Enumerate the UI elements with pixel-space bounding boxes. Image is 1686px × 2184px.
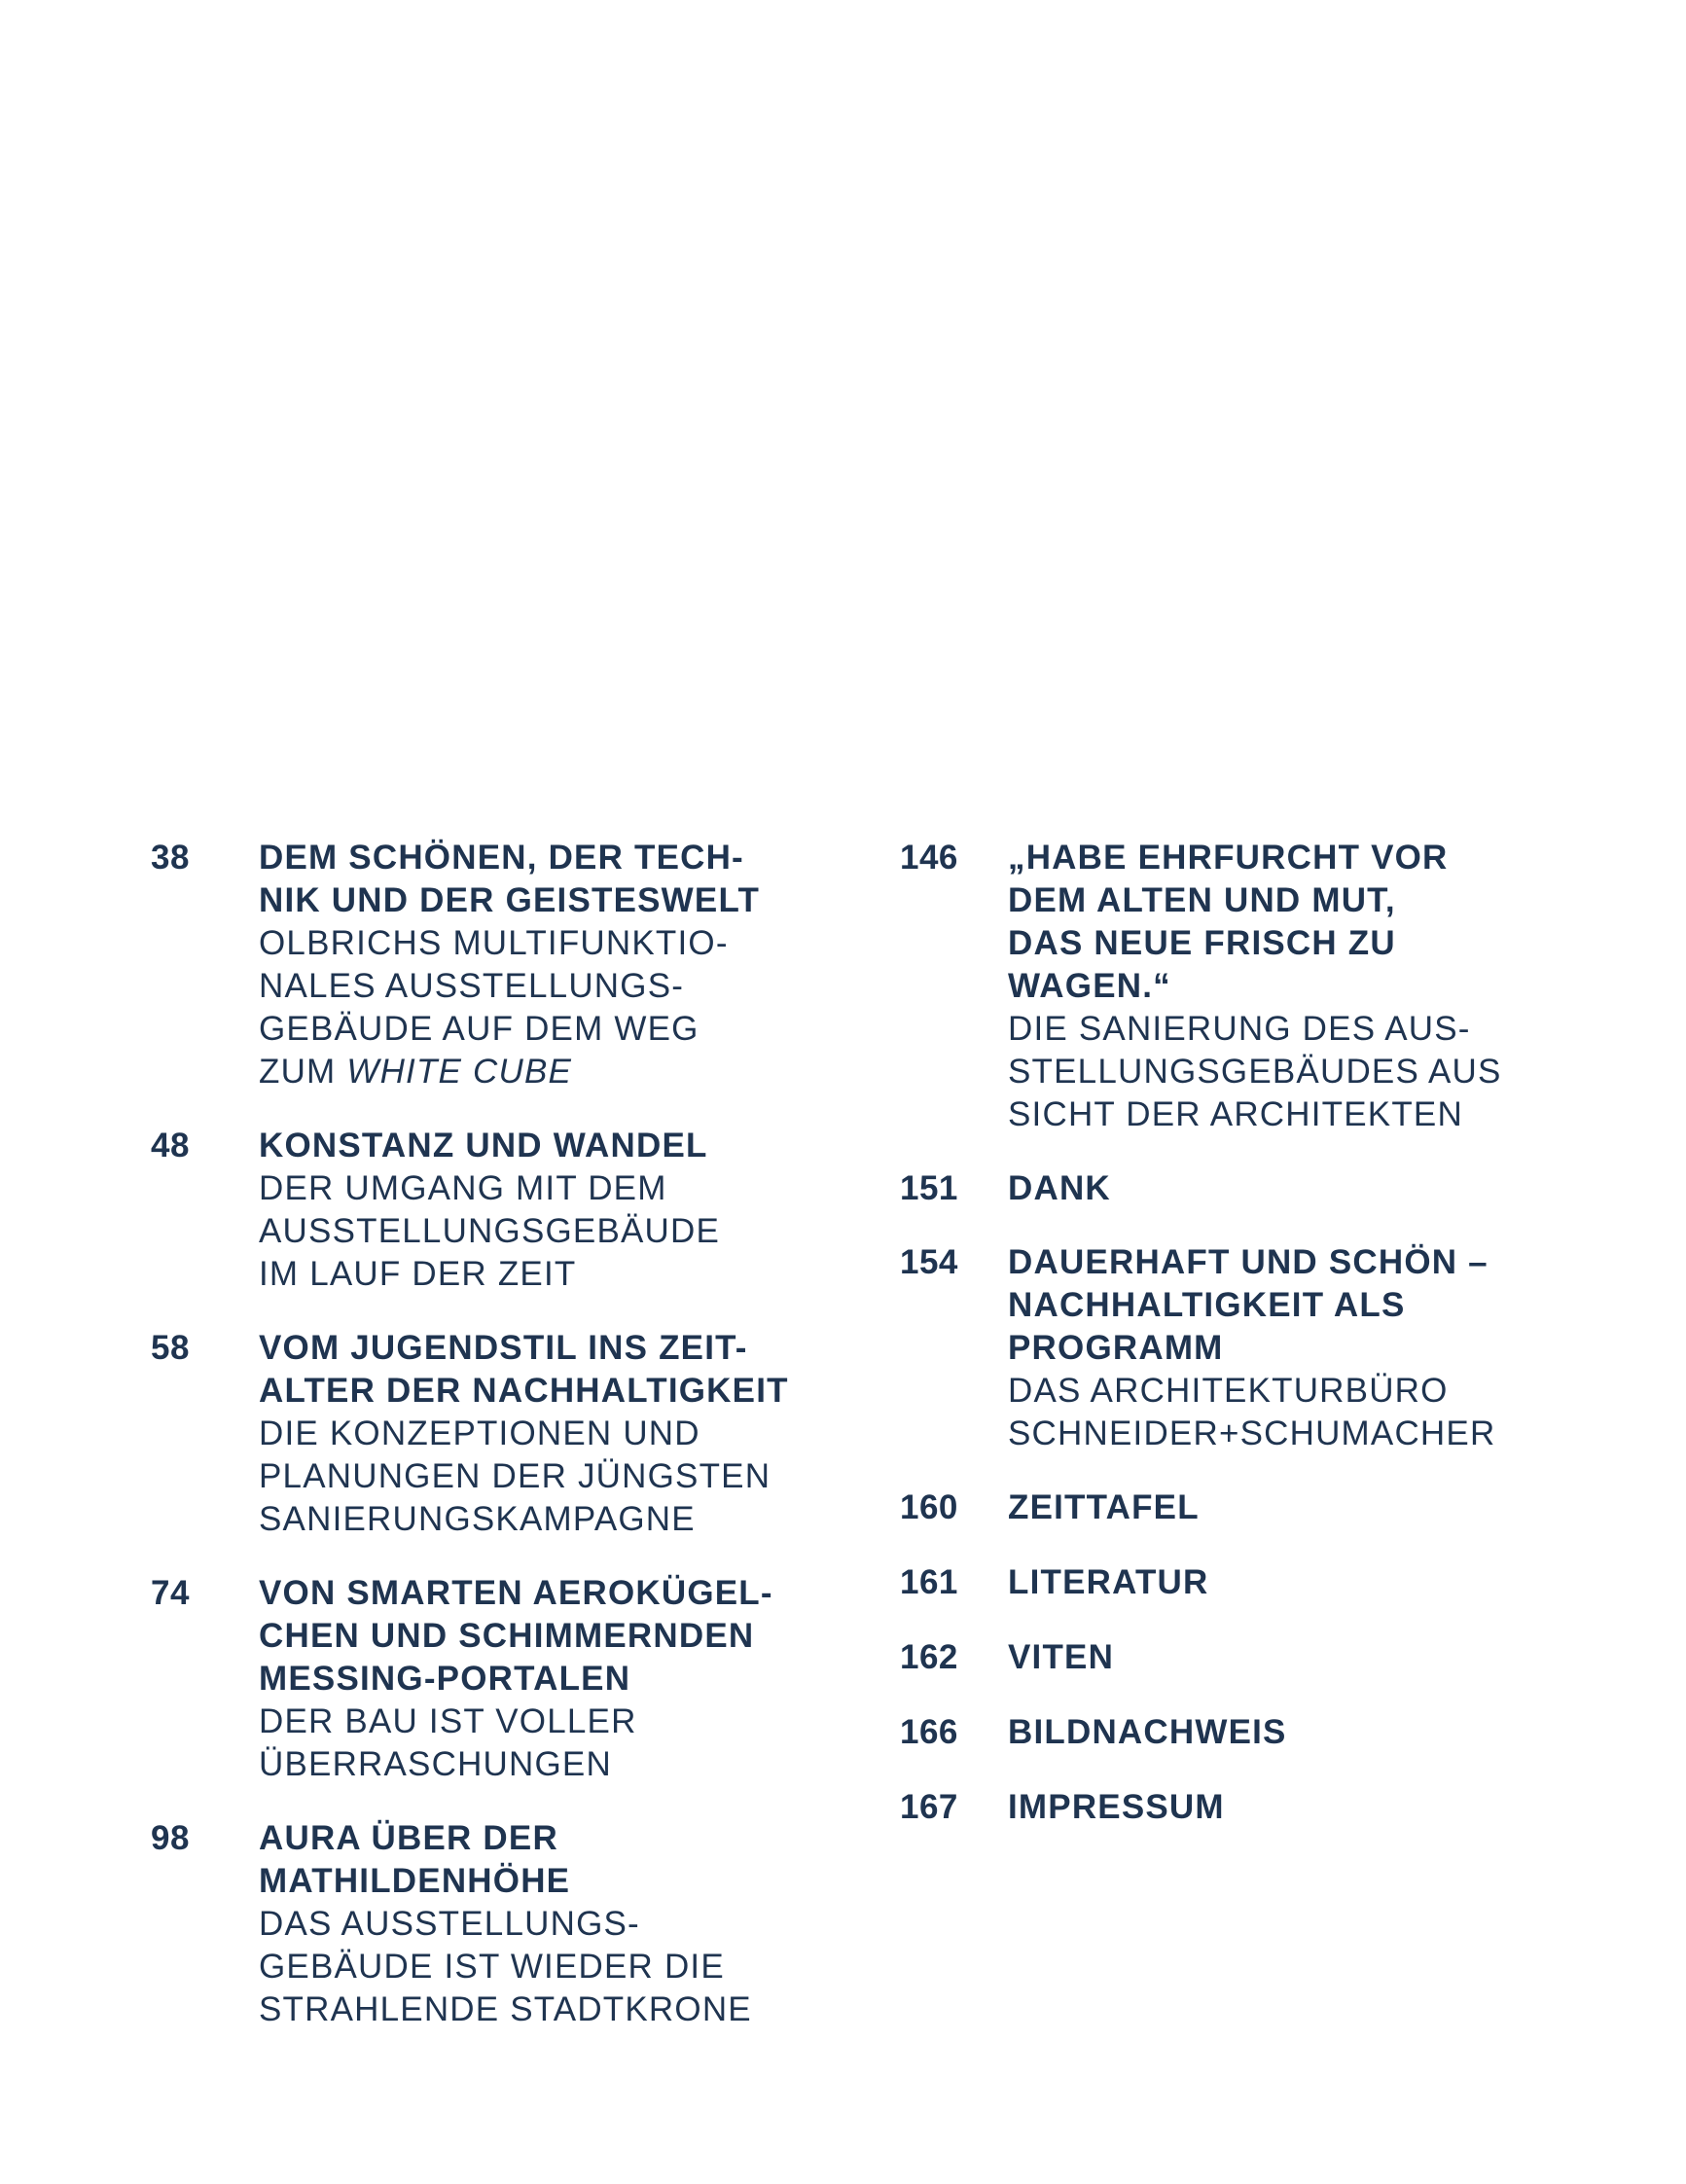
toc-entry-text xyxy=(259,1572,871,1786)
toc-page-number: 98 xyxy=(151,1819,190,1857)
toc-entry-subtitle: DER BAU IST VOLLER ÜBERRASCHUNGEN xyxy=(259,1702,637,1783)
toc-entry-text xyxy=(259,1327,871,1541)
toc-entry-subtitle-text: OLBRICHS MULTIFUNKTIO- NALES AUSSTELLUNGS- GEBÄUDE AUF DEM WEG ZUM xyxy=(259,924,729,1091)
toc-entry[interactable] xyxy=(900,1711,1678,1754)
toc-page-number: 58 xyxy=(151,1329,190,1367)
toc-left-column xyxy=(151,837,871,2031)
toc-page-number: 167 xyxy=(900,1788,958,1826)
toc-entry[interactable] xyxy=(900,1636,1678,1679)
toc-page-number: 38 xyxy=(151,839,190,877)
toc-entry-text xyxy=(259,1817,871,2031)
toc-entry-title: BILDNACHWEIS xyxy=(1008,1713,1287,1751)
toc-entry-subtitle: DER UMGANG MIT DEM AUSSTELLUNGSGEBÄUDE IM LAUF DER ZEIT xyxy=(259,1169,721,1293)
toc-page-number: 74 xyxy=(151,1574,190,1612)
toc-entry-title: KONSTANZ UND WANDEL xyxy=(259,1127,708,1164)
toc-entry-text xyxy=(1008,1486,1678,1529)
toc-entry[interactable] xyxy=(900,1241,1678,1455)
toc-entry-title: ZEITTAFEL xyxy=(1008,1488,1200,1526)
toc-entry-text xyxy=(1008,1711,1678,1754)
toc-page-number: 154 xyxy=(900,1243,958,1281)
toc-page-number: 161 xyxy=(900,1563,958,1601)
toc-entry[interactable] xyxy=(151,1327,871,1541)
toc-entry-title: DEM SCHÖNEN, DER TECH- NIK UND DER GEISTESWELT xyxy=(259,839,761,919)
toc-entry[interactable] xyxy=(900,1486,1678,1529)
toc-entry-subtitle: DAS ARCHITEKTURBÜRO SCHNEIDER+SCHUMACHER xyxy=(1008,1372,1496,1452)
toc-entry-subtitle: DIE SANIERUNG DES AUS- STELLUNGSGEBÄUDES AUS SICHT DER ARCHITEKTEN xyxy=(1008,1010,1502,1133)
toc-entry[interactable] xyxy=(151,1125,871,1296)
toc-entry-title: AURA ÜBER DER MATHILDENHÖHE xyxy=(259,1819,571,1900)
toc-entry-subtitle xyxy=(259,922,871,1093)
toc-entry-title: VITEN xyxy=(1008,1638,1115,1676)
toc-entry-subtitle-italic: WHITE CUBE xyxy=(346,1053,573,1091)
toc-entry-title: IMPRESSUM xyxy=(1008,1788,1225,1826)
toc-entry-subtitle: DAS AUSSTELLUNGS- GEBÄUDE IST WIEDER DIE STRAHLENDE STADTKRONE xyxy=(259,1905,752,2028)
toc-entry-title: LITERATUR xyxy=(1008,1563,1209,1601)
toc-page-number: 166 xyxy=(900,1713,958,1751)
toc-entry[interactable] xyxy=(151,1572,871,1786)
toc-entry-title: „HABE EHRFURCHT VOR DEM ALTEN UND MUT, DAS NEUE FRISCH ZU WAGEN.“ xyxy=(1008,839,1449,1005)
toc-entry-text xyxy=(1008,1167,1678,1210)
toc-entry-text xyxy=(259,837,871,1093)
toc-entry-title: VON SMARTEN AEROKÜGEL- CHEN UND SCHIMMERNDEN MESSING-PORTALEN xyxy=(259,1574,773,1698)
toc-right-column xyxy=(900,837,1678,1829)
toc-entry-text xyxy=(1008,1241,1678,1455)
toc-page-number: 160 xyxy=(900,1488,958,1526)
toc-entry[interactable] xyxy=(900,1167,1678,1210)
toc-entry-text xyxy=(1008,837,1678,1136)
toc-entry-text xyxy=(1008,1636,1678,1679)
toc-page-number: 48 xyxy=(151,1127,190,1164)
toc-entry-text xyxy=(259,1125,871,1296)
toc-entry-text xyxy=(1008,1786,1678,1829)
toc-entry-subtitle: DIE KONZEPTIONEN UND PLANUNGEN DER JÜNGSTEN SANIERUNGSKAMPAGNE xyxy=(259,1414,771,1538)
toc-entry-title: VOM JUGENDSTIL INS ZEIT- ALTER DER NACHHALTIGKEIT xyxy=(259,1329,789,1410)
toc-entry-title: DANK xyxy=(1008,1169,1111,1207)
toc-entry-text xyxy=(1008,1561,1678,1604)
toc-entry-title: DAUERHAFT UND SCHÖN – NACHHALTIGKEIT ALS PROGRAMM xyxy=(1008,1243,1489,1367)
toc-entry[interactable] xyxy=(900,837,1678,1136)
toc-entry[interactable] xyxy=(151,837,871,1093)
toc-page-number: 162 xyxy=(900,1638,958,1676)
toc-entry[interactable] xyxy=(900,1786,1678,1829)
toc-page-number: 151 xyxy=(900,1169,958,1207)
toc-page-number: 146 xyxy=(900,839,958,877)
toc-entry[interactable] xyxy=(151,1817,871,2031)
toc-entry[interactable] xyxy=(900,1561,1678,1604)
